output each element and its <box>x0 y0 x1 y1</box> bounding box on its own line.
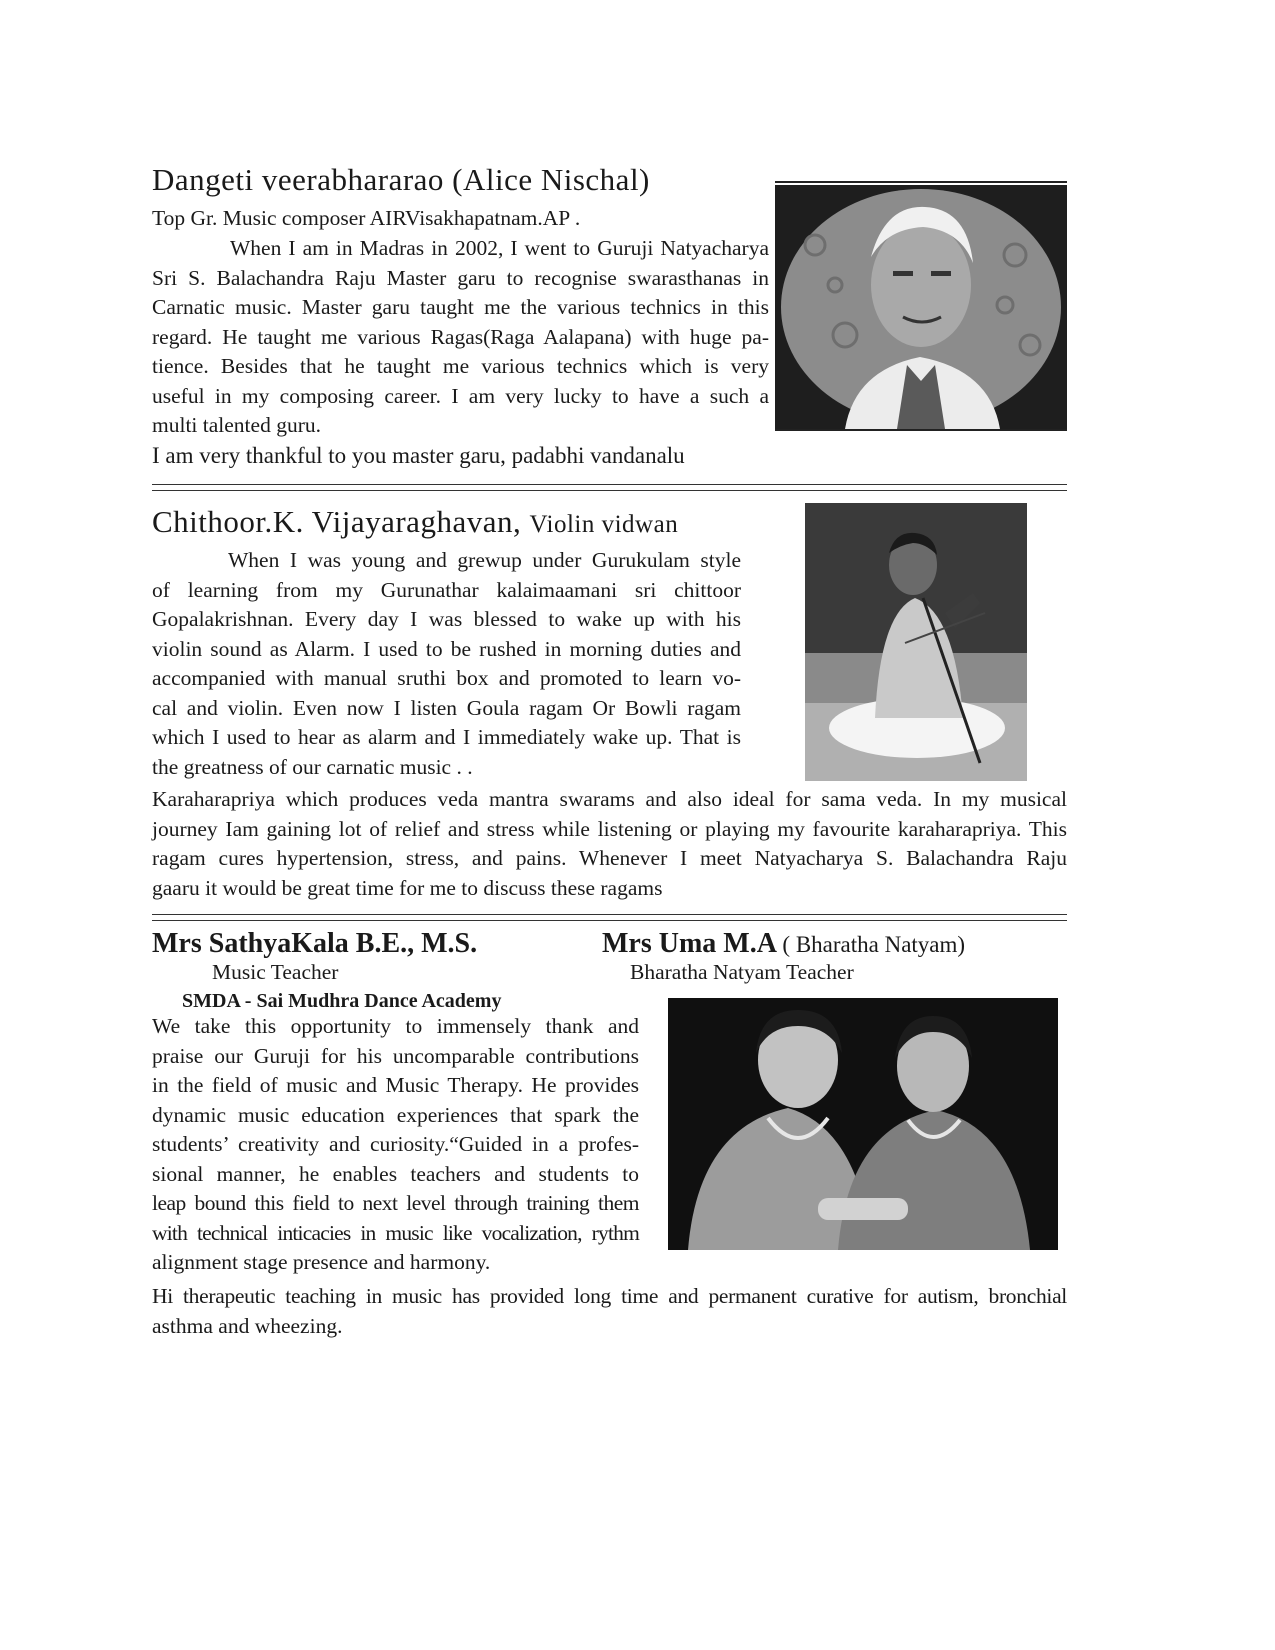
divider-lower <box>152 490 1067 491</box>
teachers-photo <box>668 998 1058 1250</box>
photo-top-rule <box>775 181 1067 183</box>
section2-wide-line: ragam cures hypertension, stress, and pains. Whenever I meet Natyacharya S. Balachandra Raju <box>152 846 1067 870</box>
section3-line: leap bound this field to next level through training them <box>152 1191 639 1215</box>
section2-wide-line: gaaru it would be great time for me to discuss these ragams <box>152 875 663 900</box>
person2-heading <box>602 928 965 960</box>
section1-title: Dangeti veerabhararao (Alice Nischal) <box>152 162 650 197</box>
section3-line: We take this opportunity to immensely thank and <box>152 1014 639 1038</box>
section3-line: with technical inticacies in music like vocalization, rythm <box>152 1220 639 1245</box>
section1-line: multi talented guru. <box>152 413 321 437</box>
section2-line: the greatness of our carnatic music . . <box>152 754 473 779</box>
person2-name: Mrs Uma M.A <box>602 928 776 959</box>
section2-line: violin sound as Alarm. I used to be rushed in morning duties and <box>152 636 741 661</box>
section3-body <box>152 1012 639 1278</box>
section2-name: Chithoor.K. Vijayaraghavan, <box>152 504 522 539</box>
section2-title <box>152 504 678 540</box>
section2-line: When I was young and grewup under Gurukulam style <box>228 548 741 572</box>
section1-subtitle: Top Gr. Music composer AIRVisakhapatnam.AP . <box>152 206 581 230</box>
section1-body <box>152 234 769 470</box>
section3-line: in the field of music and Music Therapy. He provides <box>152 1073 639 1097</box>
divider-lower-2 <box>152 920 1067 921</box>
section1-line: When I am in Madras in 2002, I went to Guruji Natyacharya <box>230 236 769 260</box>
section2-line: accompanied with manual sruthi box and promoted to learn vo- <box>152 666 741 690</box>
section2-suffix: Violin vidwan <box>529 511 679 538</box>
portrait-photo-composer <box>775 185 1067 429</box>
section3-line: students’ creativity and curiosity.“Guided in a profes- <box>152 1132 639 1156</box>
section3-line: sional manner, he enables teachers and students to <box>152 1161 639 1186</box>
section2-line: which I used to hear as alarm and I immediately wake up. That is <box>152 725 741 749</box>
academy-name: SMDA - Sai Mudhra Dance Academy <box>182 990 502 1012</box>
section1-closing: I am very thankful to you master garu, padabhi vandanalu <box>152 442 685 468</box>
person2-suffix: ( Bharatha Natyam) <box>782 932 966 957</box>
section2-wide-line: Karaharapriya which produces veda mantra swarams and also ideal for sama veda. In my musical <box>152 787 1067 811</box>
section1-line: useful in my composing career. I am very lucky to have a such a <box>152 383 769 408</box>
section2-body <box>152 546 741 782</box>
section1-line: tience. Besides that he taught me various technics which is very <box>152 354 769 378</box>
section2-line: cal and violin. Even now I listen Goula ragam Or Bowli ragam <box>152 695 741 720</box>
person2-role: Bharatha Natyam Teacher <box>630 960 854 984</box>
section1-line: Sri S. Balachandra Raju Master garu to recognise swarasthanas in <box>152 265 769 290</box>
section2-wide-line: journey Iam gaining lot of relief and stress while listening or playing my favourite karaharapriya. This <box>152 816 1067 841</box>
section1-line: Carnatic music. Master garu taught me the various technics in this <box>152 295 769 319</box>
section3-line: praise our Guruji for his uncomparable contributions <box>152 1043 639 1068</box>
divider-upper-2 <box>152 914 1067 915</box>
section1-line: regard. He taught me various Ragas(Raga Aalapana) with huge pa- <box>152 324 769 349</box>
section3-wide-line: Hi therapeutic teaching in music has provided long time and permanent curative for autism, bronchial <box>152 1284 1067 1308</box>
person1-role: Music Teacher <box>212 960 339 984</box>
section3-wide-body <box>152 1282 1067 1341</box>
violinist-photo <box>805 503 1027 781</box>
section3-line: dynamic music education experiences that spark the <box>152 1102 639 1127</box>
section3-line: alignment stage presence and harmony. <box>152 1250 491 1274</box>
photo-bottom-rule <box>775 429 1067 431</box>
person1-name: Mrs SathyaKala B.E., M.S. <box>152 928 478 959</box>
divider-upper <box>152 484 1067 485</box>
section2-line: Gopalakrishnan. Every day I was blessed to wake up with his <box>152 607 741 631</box>
section3-wide-line: asthma and wheezing. <box>152 1313 343 1338</box>
section2-line: of learning from my Gurunathar kalaimaamani sri chittoor <box>152 577 741 602</box>
section2-wide-body <box>152 785 1067 903</box>
